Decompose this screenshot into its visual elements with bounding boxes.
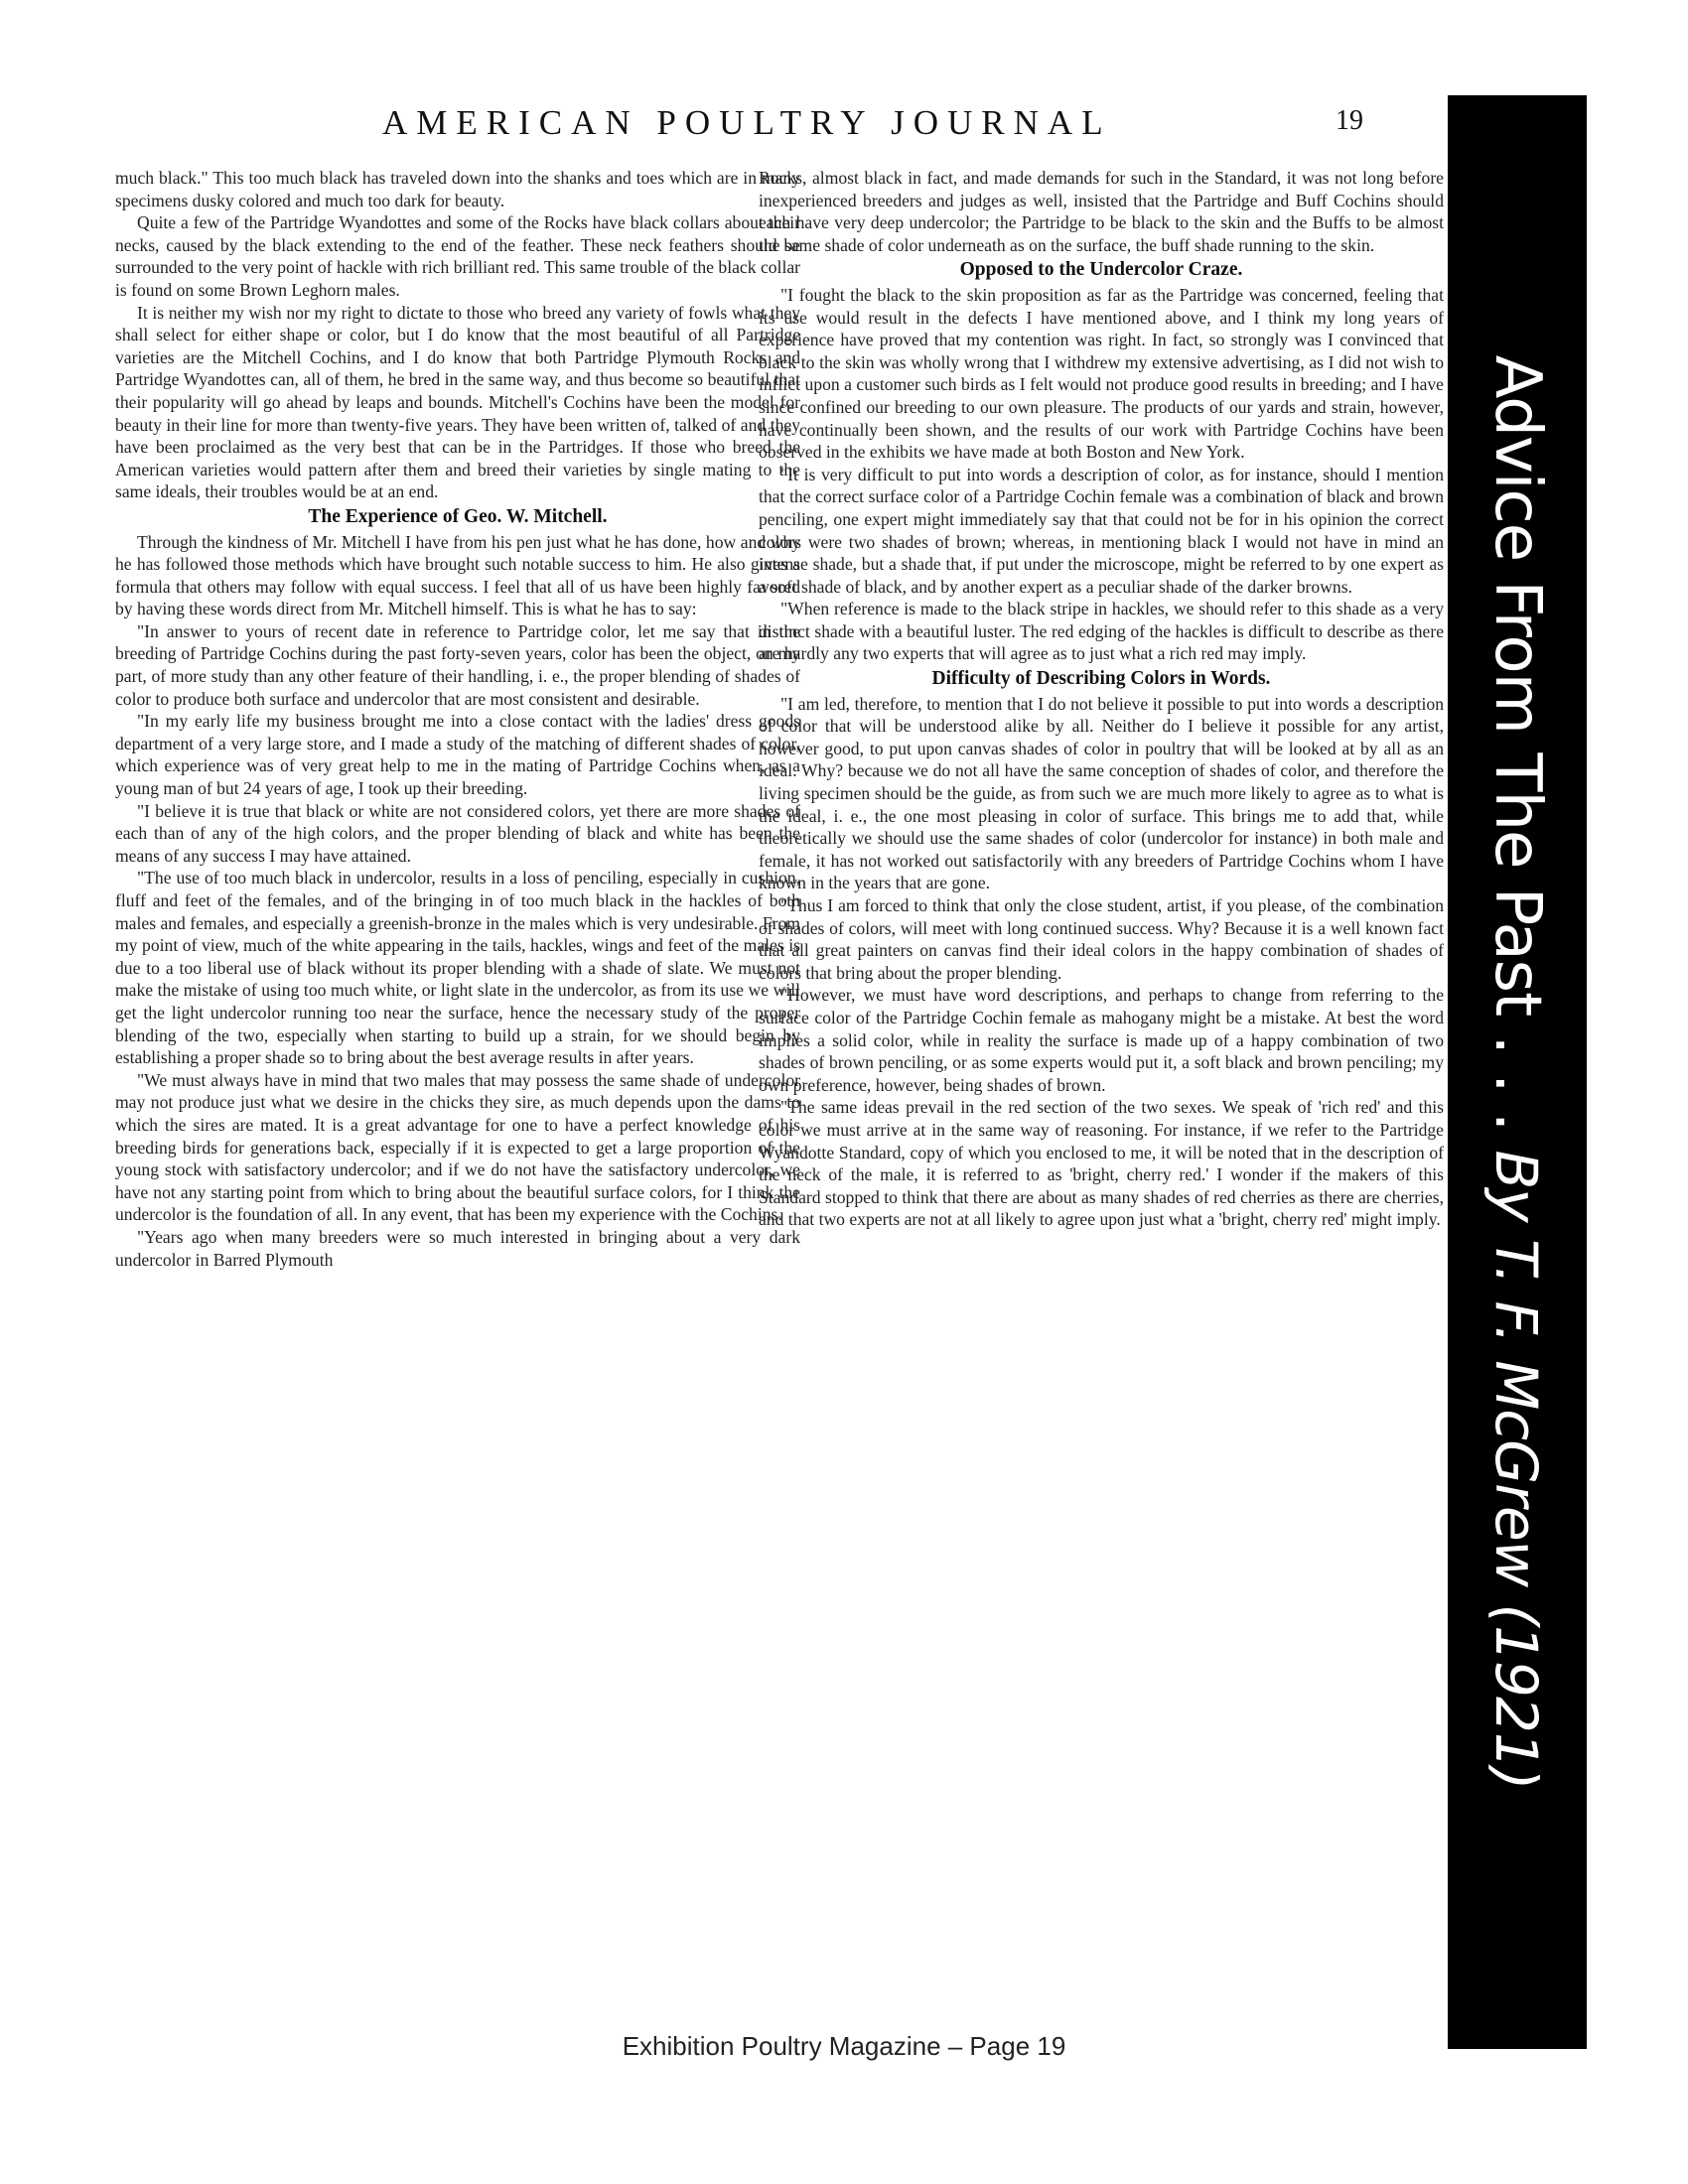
journal-page-number: 19: [1336, 105, 1363, 136]
paragraph: Rocks, almost black in fact, and made demands for such in the Standard, it was not long before inexperienced breeders and judges as well, insisted that the Partridge and Buff Cochins should each have very deep undercolor; the Partridge to be black to the skin and the Buffs to be almost the same shade of color underneath as on the surface, the buff shade running to the skin.: [759, 168, 1444, 255]
paragraph: "It is very difficult to put into words a description of color, as for instance, should I mention that the correct surface color of a Partridge Cochin female was a combination of black and brown penciling, one expert might immediately say that that could not be for in his opinion the correct colors were two shades of brown; whereas, in mentioning black I would not have in mind an intense shade, but a shade that, if put under the microscope, might be referred to by one expert as a soft shade of black, and by another expert as a peculiar shade of the darker browns.: [759, 464, 1444, 597]
paragraph: "When reference is made to the black stripe in hackles, we should refer to this shade as a very distinct shade with a beautiful luster. The red edging of the hackles is difficult to describe as there are hardly any two experts that will agree as to just what a rich red may imply.: [759, 599, 1444, 664]
paragraph: Quite a few of the Partridge Wyandottes and some of the Rocks have black collars about their necks, caused by the black extending to the end of the feather. These neck feathers should be surrounded to the very point of hackle with rich brilliant red. This same trouble of the black collar is found on some Brown Leghorn males.: [115, 212, 800, 300]
paragraph: "I am led, therefore, to mention that I do not believe it possible to put into words a description of color that will be understood alike by all. Neither do I believe it possible for any artist, however good, to put upon canvas shades of color in poultry that will be looked at by all as an ideal. Why? because we do not all have the same conception of shades of color, and therefore the living specimen should be the guide, as from such we are much more likely to agree as to what is the ideal, i. e., the one most pleasing in color of surface. This brings me to add that, while theoretically we should use the same shades of color (undercolor for instance) in both male and female, it has not worked out satisfactorily with any breeders of Partridge Cochins whom I have known in the years that are gone.: [759, 693, 1444, 893]
sidebar-title: Advice From The Past . . .: [1480, 354, 1554, 1132]
paragraph: "I believe it is true that black or white are not considered colors, yet there are more shades of each than of any of the high colors, and the proper blending of black and white has been the means of any success I may have attained.: [115, 800, 800, 866]
paragraph: Through the kindness of Mr. Mitchell I have from his pen just what he has done, how and why he has followed those methods which have brought such notable success to him. He also gives a formula that others may follow with equal success. I feel that all of us have been highly favored by having these words direct from Mr. Mitchell himself. This is what he has to say:: [115, 531, 800, 619]
paragraph: much black." This too much black has traveled down into the shanks and toes which are in many specimens dusky colored and much too dark for beauty.: [115, 168, 800, 210]
section-heading: The Experience of Geo. W. Mitchell.: [308, 505, 608, 527]
paragraph: "We must always have in mind that two males that may possess the same shade of undercolor may not produce just what we desire in the chicks they sire, as much depends upon the dams to which the sires are mated. It is a great advantage for one to have a perfect knowledge of his breeding birds for generations back, especially if it is expected to get a large proportion of the young stock with satisfactory undercolor; and if we do not have the satisfactory undercolor, we have not any starting point from which to bring about the beautiful surface colors, for I think the undercolor is the foundation of all. In any event, that has been my experience with the Cochins.: [115, 1069, 800, 1225]
paragraph: "Years ago when many breeders were so much interested in bringing about a very dark undercolor in Barred Plymouth: [115, 1226, 800, 1270]
paragraph: "Thus I am forced to think that only the close student, artist, if you please, of the combination of shades of colors, will meet with long continued success. Why? Because it is a well known fact that all great painters on canvas find their ideal colors in the happy combination of shades of colors that bring about the proper blending.: [759, 895, 1444, 983]
page-footer: Exhibition Poultry Magazine – Page 19: [622, 2031, 1066, 2061]
paragraph: It is neither my wish nor my right to dictate to those who breed any variety of fowls what they shall select for either shape or color, but I do know that the most beautiful of all Partridge varieties are the Mitchell Cochins, and I do know that both Partridge Plymouth Rocks and Partridge Wyandottes can, all of them, he bred in the same way, and thus become so beautiful that their popularity will go ahead by leaps and bounds. Mitchell's Cochins have been the model for beauty in their line for more than twenty-five years. They have been written of, talked of and they have been proclaimed as the very best that can be in the Partridges. If those who breed the American varieties would pattern after them and breed their varieties by single mating to the same ideals, their troubles would be at an end.: [115, 302, 800, 502]
paragraph: "However, we must have word descriptions, and perhaps to change from referring to the surface color of the Partridge Cochin female as mahogany might be a mistake. At best the word implies a solid color, while in reality the surface is made up of a happy combination of two shades of brown penciling, or as some experts would put it, a soft black and brown penciling; my own preference, however, being shades of brown.: [759, 985, 1444, 1095]
right-column: [759, 167, 1444, 1231]
page-header: [357, 103, 1363, 153]
sidebar-text: [1480, 355, 1554, 1790]
paragraph: "In answer to yours of recent date in reference to Partridge color, let me say that in the breeding of Partridge Cochins during the past forty-seven years, color has been the object, on my part, of more study than any other feature of their handling, i. e., the proper blending of shades of color to produce both surface and undercolor that are most consistent and desirable.: [115, 620, 800, 709]
paragraph: "I fought the black to the skin proposition as far as the Partridge was concerned, feeling that its use would result in the defects I have mentioned above, and I think my long years of experience have proved that my contention was right. In fact, so strongly was I convinced that black to the skin was wholly wrong that I withdrew my extensive advertising, as I did not wish to inflict upon a customer such birds as I felt would not produce good results in breeding; and I have since confined our breeding to our own pleasure. The products of our yards and strain, however, have continually been shown, and the results of our work with Partridge Cochins have been observed in the exhibits we have made at both Boston and New York.: [759, 284, 1444, 463]
section-heading: Opposed to the Undercolor Craze.: [959, 259, 1243, 281]
left-column: [115, 167, 800, 1271]
title-sidebar: [1448, 95, 1587, 2049]
paragraph: "In my early life my business brought me into a close contact with the ladies' dress goods department of a very large store, and I made a study of the matching of different shades of color, which experience was of very great help to me in the mating of Partridge Cochins when, as a young man of but 24 years of age, I took up their breeding.: [115, 711, 800, 799]
paragraph: "The same ideas prevail in the red section of the two sexes. We speak of 'rich red' and this color we must arrive at in the same way of reasoning. For instance, if we refer to the Partridge Wyandotte Standard, copy of which you enclosed to me, it will be noted that in the description of the neck of the male, it is referred to as 'bright, cherry red.' I wonder if the makers of this Standard stopped to think that there are about as many shades of red cherries as there are cherries, and that two experts are not at all likely to agree upon just what a 'bright, cherry red' might imply.: [759, 1097, 1444, 1230]
section-heading: Difficulty of Describing Colors in Words.: [931, 668, 1271, 690]
sidebar-byline: By T. F. McGrew (1921): [1482, 1150, 1550, 1790]
paragraph: "The use of too much black in undercolor, results in a loss of penciling, especially in cushion, fluff and feet of the females, and of the bringing in of too much black in the hackles of both males and females, and especially a greenish-bronze in the males which is very undesirable. From my point of view, much of the white appearing in the tails, hackles, wings and feet of the males is due to a too liberal use of black without its proper blending with a shade of slate. We must not make the mistake of using too much white, or light slate in the undercolor, as from its use we will get the light undercolor running too near the surface, hence the necessary study of the proper blending of the two, especially when starting to build up a strain, for we should begin by establishing a proper shade so to bring about the best average results in after years.: [115, 868, 800, 1068]
journal-title: AMERICAN POULTRY JOURNAL: [382, 103, 1112, 142]
